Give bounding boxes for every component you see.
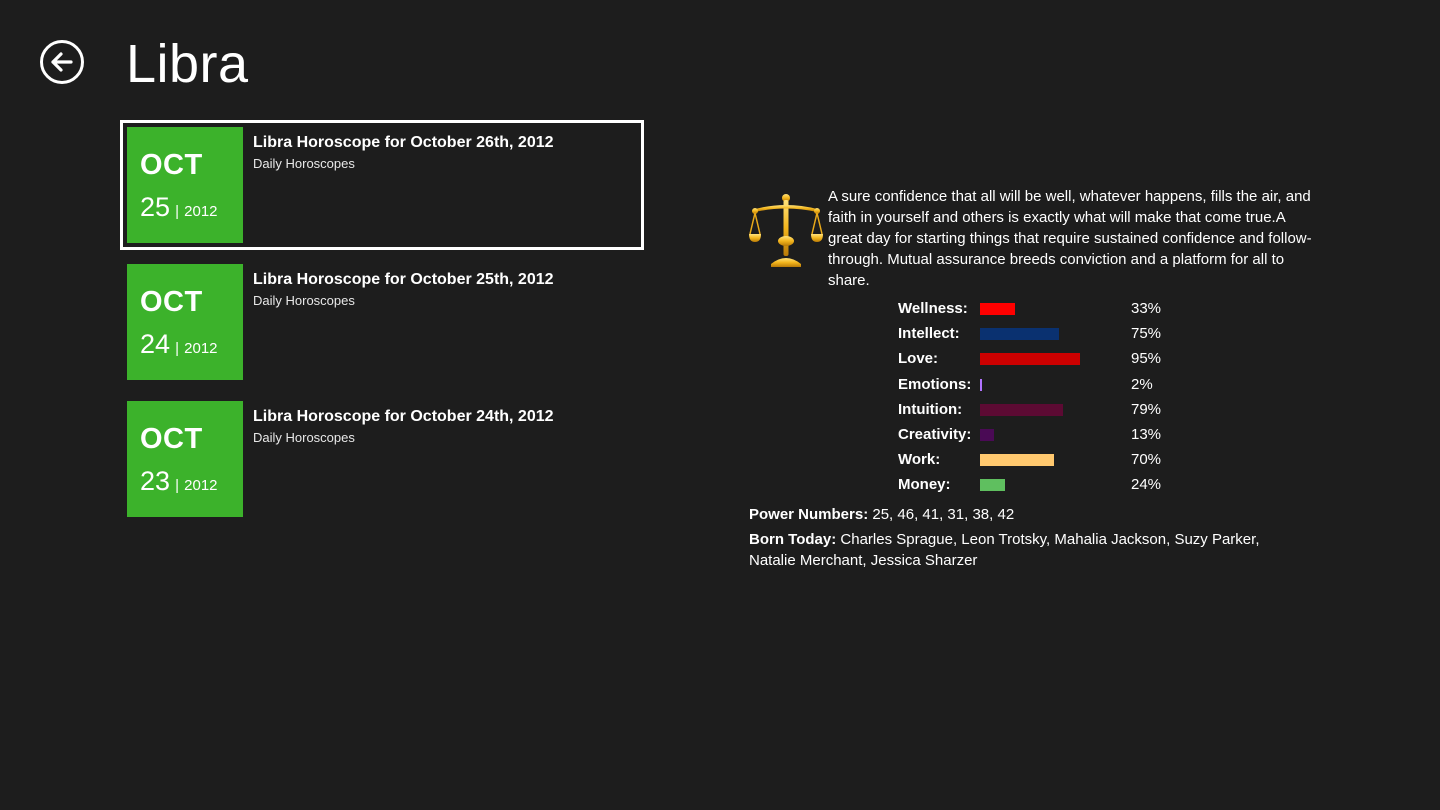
meter-track (980, 379, 1085, 391)
meter-row (898, 348, 1168, 373)
arrow-left-icon (49, 49, 75, 75)
meter-track (980, 479, 1085, 491)
born-today-value: Charles Sprague, Leon Trotsky, Mahalia Jackson, Suzy Parker, Natalie Merchant, Jessica Sharzer (749, 531, 1260, 569)
date-tile (127, 264, 243, 380)
meter-bar (980, 303, 1015, 315)
item-subtitle: Daily Horoscopes (253, 293, 355, 308)
tile-month: OCT (140, 286, 203, 318)
meter-row (898, 399, 1168, 424)
item-title: Libra Horoscope for October 26th, 2012 (253, 134, 554, 151)
horoscope-description: A sure confidence that all will be well, whatever happens, fills the air, and faith in yourself and others is exactly what will make that come true.A great day for starting things that require sustained confidence and follow-through. Mutual assurance breeds conviction and a platform for all to share. (828, 188, 1312, 289)
meter-track (980, 303, 1085, 315)
tile-month: OCT (140, 423, 203, 455)
horoscope-list (120, 120, 644, 531)
meter-track (980, 328, 1085, 340)
meter-label: Wellness: (898, 300, 968, 317)
tile-date-row (140, 191, 218, 228)
date-tile (127, 401, 243, 517)
tile-date-row (140, 465, 218, 502)
item-subtitle: Daily Horoscopes (253, 430, 355, 445)
tile-date-row (140, 328, 218, 365)
date-tile (127, 127, 243, 243)
meter-percent: 75% (1131, 325, 1162, 343)
item-title: Libra Horoscope for October 24th, 2012 (253, 408, 554, 425)
born-today (749, 529, 1289, 571)
meter-row (898, 424, 1168, 449)
power-numbers-label: Power Numbers: (749, 506, 869, 523)
meter-label: Work: (898, 451, 941, 469)
tile-day: 23 (140, 466, 171, 496)
tile-day: 25 (140, 192, 171, 222)
meter-bar (980, 479, 1005, 491)
meter-percent: 70% (1131, 451, 1162, 469)
meter-percent: 95% (1131, 350, 1162, 368)
meter-row (898, 374, 1168, 399)
power-numbers-value: 25, 46, 41, 31, 38, 42 (872, 506, 1015, 523)
meter-percent: 24% (1131, 476, 1162, 494)
item-subtitle: Daily Horoscopes (253, 156, 355, 171)
meter-table (898, 298, 1168, 500)
meter-label: Intellect: (898, 325, 960, 343)
tile-year: 2012 (184, 340, 218, 357)
list-item[interactable] (120, 120, 644, 250)
tile-separator: | (175, 477, 180, 494)
back-button[interactable] (40, 40, 84, 84)
tile-month: OCT (140, 149, 203, 181)
meter-percent: 33% (1131, 300, 1162, 317)
meter-row (898, 449, 1168, 474)
page-title: Libra (126, 34, 249, 94)
meter-bar (980, 404, 1063, 416)
meter-row (898, 298, 1168, 323)
power-numbers (749, 504, 1289, 525)
libra-scales-icon (749, 192, 823, 268)
tile-separator: | (175, 203, 180, 220)
meter-percent: 79% (1131, 400, 1162, 418)
meter-bar (980, 353, 1080, 365)
meter-track (980, 404, 1085, 416)
meter-row (898, 323, 1168, 348)
meter-bar (980, 328, 1059, 340)
born-today-label: Born Today: (749, 531, 837, 548)
meter-track (980, 454, 1085, 466)
item-title: Libra Horoscope for October 25th, 2012 (253, 271, 554, 288)
meter-bar (980, 454, 1054, 466)
meter-track (980, 429, 1085, 441)
meter-bar (980, 379, 982, 391)
meter-label: Money: (898, 476, 951, 494)
tile-separator: | (175, 340, 180, 357)
meter-label: Love: (898, 350, 939, 368)
list-item[interactable] (120, 394, 644, 524)
meter-bar (980, 429, 994, 441)
meter-track (980, 353, 1085, 365)
tile-year: 2012 (184, 477, 218, 494)
meter-label: Emotions: (898, 375, 972, 393)
meter-percent: 2% (1131, 375, 1153, 393)
tile-year: 2012 (184, 203, 218, 220)
meter-percent: 13% (1131, 425, 1162, 443)
meter-label: Intuition: (898, 400, 963, 418)
list-item[interactable] (120, 257, 644, 387)
meter-row (898, 474, 1168, 499)
tile-day: 24 (140, 329, 171, 359)
meter-label: Creativity: (898, 425, 972, 443)
